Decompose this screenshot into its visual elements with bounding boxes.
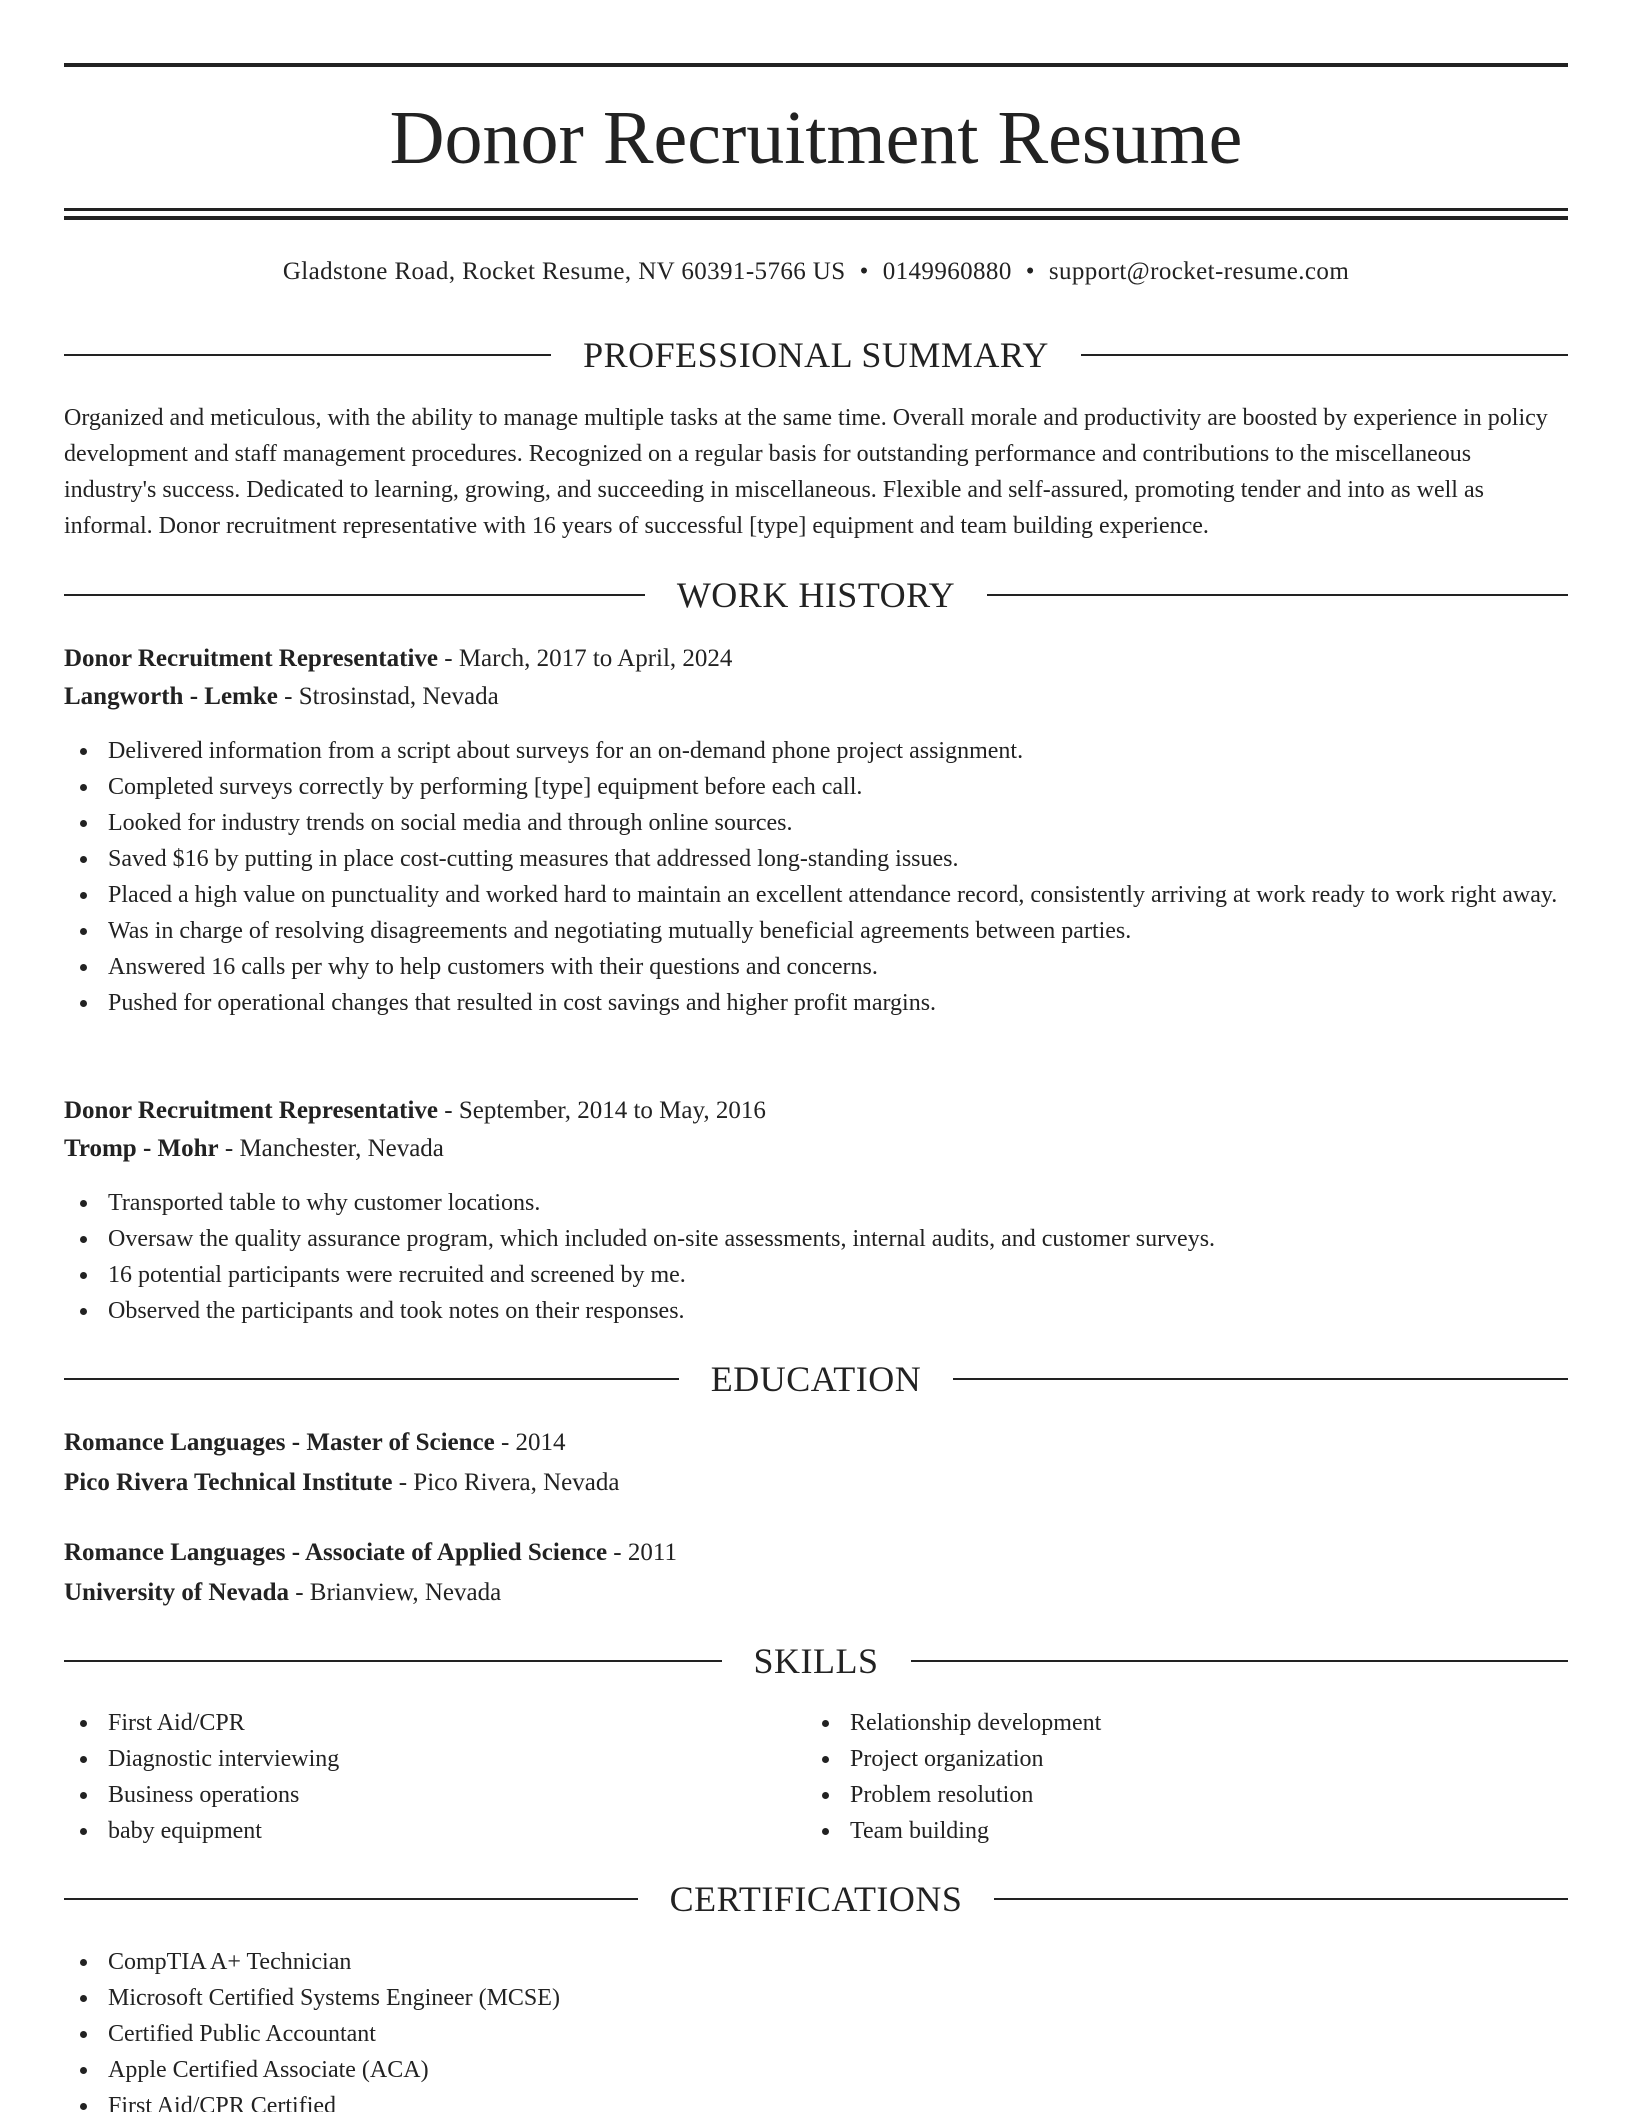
certifications-list bbox=[64, 1944, 1568, 2112]
section-title: WORK HISTORY bbox=[676, 575, 956, 615]
contact-phone: 0149960880 bbox=[882, 258, 1012, 285]
list-item: CompTIA A+ Technician bbox=[64, 1944, 1568, 1980]
resume-title: Donor Recruitment Resume bbox=[389, 96, 1243, 180]
education-degree-line bbox=[64, 1425, 1568, 1461]
job-duties-list bbox=[64, 1185, 1568, 1329]
list-item: Apple Certified Associate (ACA) bbox=[64, 2052, 1568, 2088]
list-item: Looked for industry trends on social media and through online sources. bbox=[64, 805, 1568, 841]
education-location: - Brianview, Nevada bbox=[288, 1579, 502, 1606]
job-company-line bbox=[64, 679, 1568, 715]
list-item: Team building bbox=[806, 1813, 1466, 1849]
list-item: Was in charge of resolving disagreements and negotiating mutually beneficial agreements between parties. bbox=[64, 913, 1568, 949]
job-company-line bbox=[64, 1131, 1568, 1167]
job-title: Donor Recruitment Representative bbox=[64, 1097, 438, 1124]
list-item: Answered 16 calls per why to help customers with their questions and concerns. bbox=[64, 949, 1568, 985]
top-rule bbox=[64, 63, 1568, 67]
list-item: Oversaw the quality assurance program, which included on-site assessments, internal audits, and customer surveys. bbox=[64, 1221, 1568, 1257]
list-item: Project organization bbox=[806, 1741, 1466, 1777]
education-school: University of Nevada bbox=[64, 1579, 289, 1606]
education-school: Pico Rivera Technical Institute bbox=[64, 1469, 393, 1496]
list-item: Relationship development bbox=[806, 1705, 1466, 1741]
heading-rule bbox=[953, 1378, 1568, 1380]
heading-rule bbox=[64, 354, 551, 356]
list-item: Certified Public Accountant bbox=[64, 2016, 1568, 2052]
skills-list-left bbox=[64, 1705, 724, 1849]
list-item: Business operations bbox=[64, 1777, 724, 1813]
section-heading-work-history bbox=[64, 573, 1568, 617]
list-item: Transported table to why customer locations. bbox=[64, 1185, 1568, 1221]
education-year: - 2014 bbox=[494, 1429, 566, 1456]
section-title: SKILLS bbox=[753, 1641, 879, 1681]
contact-email: support@rocket-resume.com bbox=[1048, 258, 1350, 285]
education-year: - 2011 bbox=[607, 1539, 677, 1566]
list-item: Placed a high value on punctuality and worked hard to maintain an excellent attendance record, consistently arriving at work ready to work right away. bbox=[64, 877, 1568, 913]
heading-rule bbox=[64, 1660, 722, 1662]
contact-separator: • bbox=[1025, 258, 1035, 285]
list-item: 16 potential participants were recruited and screened by me. bbox=[64, 1257, 1568, 1293]
education-degree: Romance Languages - Associate of Applied Science bbox=[64, 1539, 608, 1566]
education-degree: Romance Languages - Master of Science bbox=[64, 1429, 495, 1456]
list-item: Microsoft Certified Systems Engineer (MCSE) bbox=[64, 1980, 1568, 2016]
section-title: CERTIFICATIONS bbox=[669, 1879, 963, 1919]
section-heading-summary bbox=[64, 333, 1568, 377]
job-title-line bbox=[64, 1093, 1568, 1129]
education-school-line bbox=[64, 1575, 1568, 1611]
heading-rule bbox=[64, 594, 645, 596]
contact-separator: • bbox=[859, 258, 869, 285]
job-location: - Strosinstad, Nevada bbox=[277, 683, 499, 710]
title-rule-upper bbox=[64, 208, 1568, 211]
section-title: PROFESSIONAL SUMMARY bbox=[583, 335, 1049, 375]
heading-rule bbox=[1081, 354, 1568, 356]
list-item: First Aid/CPR Certified bbox=[64, 2088, 1568, 2112]
job-duties-list bbox=[64, 733, 1568, 1021]
list-item: Pushed for operational changes that resulted in cost savings and higher profit margins. bbox=[64, 985, 1568, 1021]
job-dates: - September, 2014 to May, 2016 bbox=[438, 1097, 766, 1124]
heading-rule bbox=[911, 1660, 1569, 1662]
job-company: Langworth - Lemke bbox=[64, 683, 278, 710]
section-heading-education bbox=[64, 1357, 1568, 1401]
heading-rule bbox=[994, 1898, 1568, 1900]
job-dates: - March, 2017 to April, 2024 bbox=[438, 645, 733, 672]
education-degree-line bbox=[64, 1535, 1568, 1571]
list-item: First Aid/CPR bbox=[64, 1705, 724, 1741]
education-school-line bbox=[64, 1465, 1568, 1501]
heading-rule bbox=[64, 1898, 638, 1900]
list-item: baby equipment bbox=[64, 1813, 724, 1849]
list-item: Delivered information from a script about surveys for an on-demand phone project assignment. bbox=[64, 733, 1568, 769]
job-title: Donor Recruitment Representative bbox=[64, 645, 438, 672]
contact-line bbox=[64, 254, 1568, 290]
list-item: Completed surveys correctly by performing [type] equipment before each call. bbox=[64, 769, 1568, 805]
education-location: - Pico Rivera, Nevada bbox=[392, 1469, 620, 1496]
job-location: - Manchester, Nevada bbox=[218, 1135, 444, 1162]
title-rule-lower bbox=[64, 216, 1568, 220]
list-item: Problem resolution bbox=[806, 1777, 1466, 1813]
job-company: Tromp - Mohr bbox=[64, 1135, 219, 1162]
heading-rule bbox=[64, 1378, 679, 1380]
list-item: Diagnostic interviewing bbox=[64, 1741, 724, 1777]
list-item: Observed the participants and took notes on their responses. bbox=[64, 1293, 1568, 1329]
list-item: Saved $16 by putting in place cost-cutting measures that addressed long-standing issues. bbox=[64, 841, 1568, 877]
skills-list-right bbox=[806, 1705, 1466, 1849]
job-title-line bbox=[64, 641, 1568, 677]
section-title: EDUCATION bbox=[710, 1359, 922, 1399]
contact-address: Gladstone Road, Rocket Resume, NV 60391-5766 US bbox=[282, 258, 846, 285]
section-heading-skills bbox=[64, 1639, 1568, 1683]
heading-rule bbox=[987, 594, 1568, 596]
section-heading-certifications bbox=[64, 1877, 1568, 1921]
summary-paragraph: Organized and meticulous, with the ability to manage multiple tasks at the same time. Overall morale and productivity are boosted by experience in policy development and staff management procedures. Recognized on a regular basis for outstanding performance and contributions to the miscellaneous industry's success. Dedicated to learning, growing, and succeeding in miscellaneous. Flexible and self-assured, promoting tender and into as well as informal. Donor recruitment representative with 16 years of successful [type] equipment and team building experience. bbox=[64, 405, 1548, 539]
